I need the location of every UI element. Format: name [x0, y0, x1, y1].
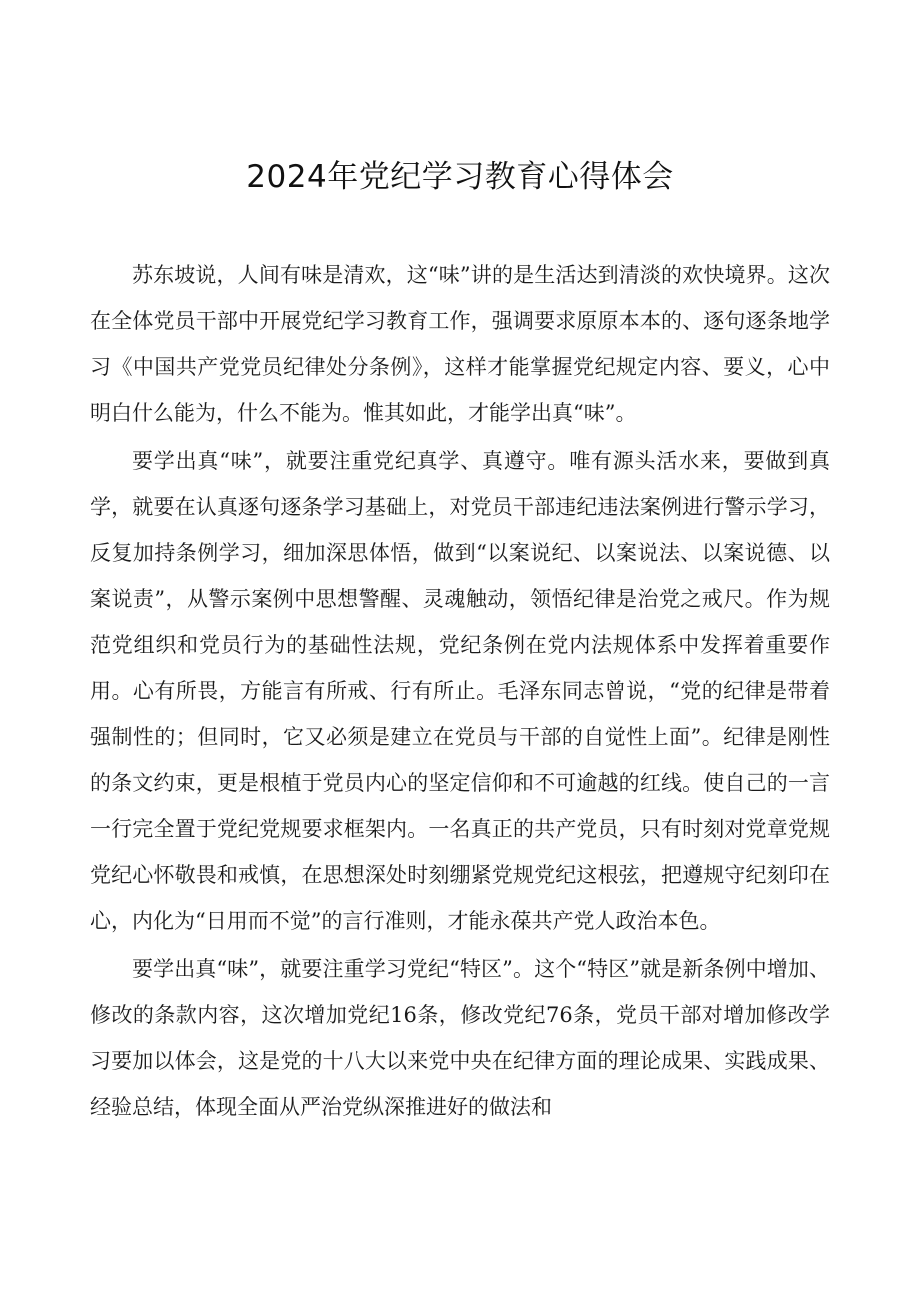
document-title: 2024年党纪学习教育心得体会 — [246, 159, 674, 195]
document-body — [90, 252, 830, 1132]
paragraph: 苏东坡说，人间有味是清欢，这“味”讲的是生活达到清淡的欢快境界。这次在全体党员干部中开展党纪学习教育工作，强调要求原原本本的、逐句逐条地学习《中国共产党党员纪律处分条例》，这样才能掌握党纪规定内容、要义，心中明白什么能为，什么不能为。惟其如此，才能学出真“味”。 — [90, 263, 830, 425]
paragraph: 要学出真“味”，就要注重党纪真学、真遵守。唯有源头活水来，要做到真学，就要在认真逐句逐条学习基础上，对党员干部违纪违法案例进行警示学习，反复加持条例学习，细加深思体悟，做到“以案说纪、以案说法、以案说德、以案说责”，从警示案例中思想警醒、灵魂触动，领悟纪律是治党之戒尺。作为规范党组织和党员行为的基础性法规，党纪条例在党内法规体系中发挥着重要作用。心有所畏，方能言有所戒、行有所止。毛泽东同志曾说，“党的纪律是带着强制性的；但同时，它又必须是建立在党员与干部的自觉性上面”。纪律是刚性的条文约束，更是根植于党员内心的坚定信仰和不可逾越的红线。使自己的一言一行完全置于党纪党规要求框架内。一名真正的共产党员，只有时刻对党章党规党纪心怀敬畏和戒慎，在思想深处时刻绷紧党规党纪这根弦，把遵规守纪刻印在心，内化为“日用而不觉”的言行准则，才能永葆共产党人政治本色。 — [90, 449, 830, 933]
paragraph: 要学出真“味”，就要注重学习党纪“特区”。这个“特区”就是新条例中增加、修改的条款内容，这次增加党纪16条，修改党纪76条，党员干部对增加修改学习要加以体会，这是党的十八大以来党中央在纪律方面的理论成果、实践成果、经验总结，体现全面从严治党纵深推进好的做法和 — [90, 957, 830, 1119]
